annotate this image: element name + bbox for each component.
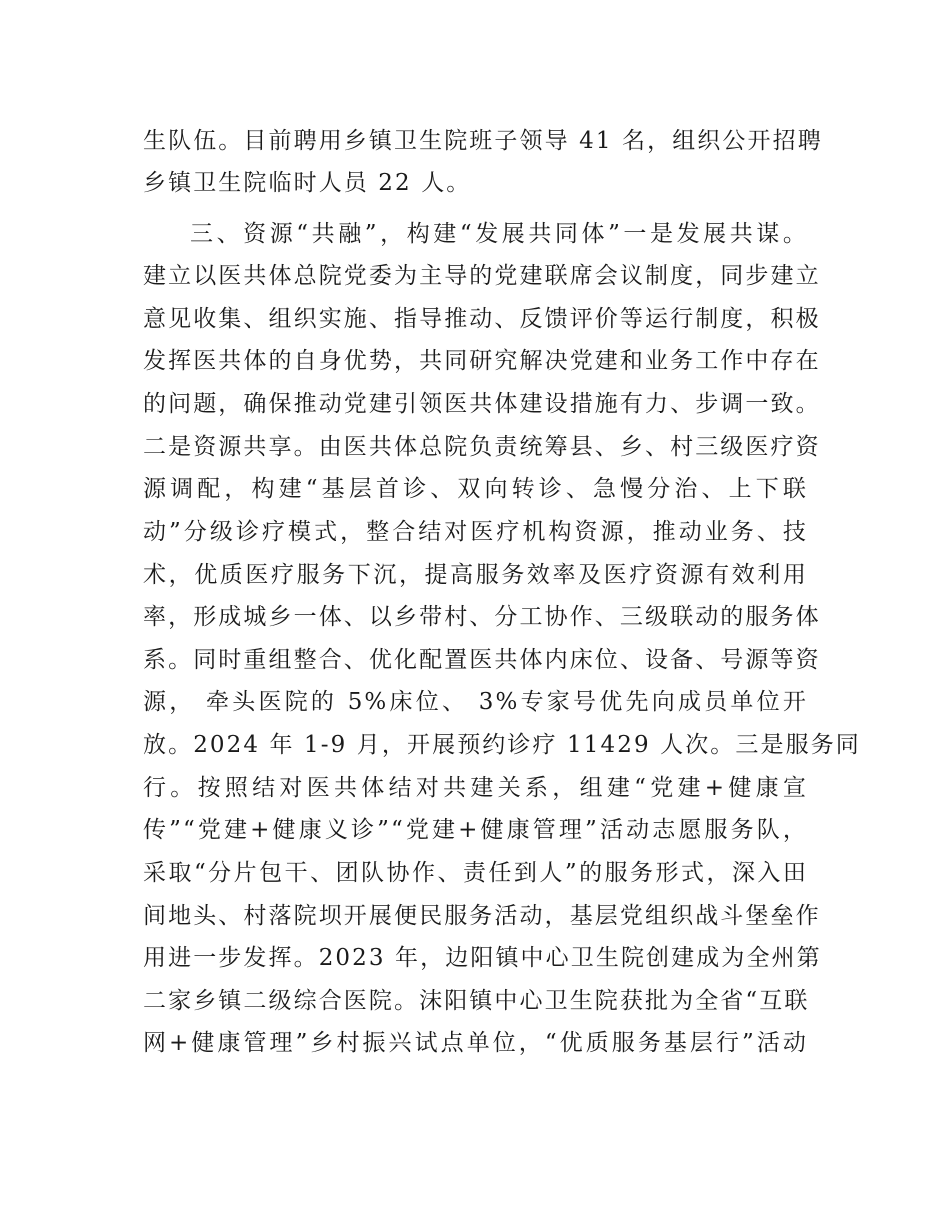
text-line: 建立以医共体总院党委为主导的党建联席会议制度，同步建立	[143, 263, 821, 289]
paragraph-first-line: 三、资源“共融”，构建“发展共同体”一是发展共谋。	[190, 221, 808, 247]
text-line: 用进一步发挥。2023 年，边阳镇中心卫生院创建成为全州第	[143, 945, 822, 971]
text-line: 发挥医共体的自身优势，共同研究解决党建和业务工作中存在	[143, 348, 821, 374]
text-line: 二是资源共享。由医共体总院负责统筹县、乡、村三级医疗资	[143, 434, 821, 460]
text-line: 的问题，确保推动党建引领医共体建设措施有力、步调一致。	[143, 391, 821, 417]
text-line: 传”“党建+健康义诊”“党建+健康管理”活动志愿服务队，	[143, 817, 808, 843]
text-line: 动”分级诊疗模式，整合结对医疗机构资源，推动业务、技	[143, 519, 808, 545]
text-line: 率，形成城乡一体、以乡带村、分工协作、三级联动的服务体	[143, 604, 821, 630]
text-line: 系。同时重组整合、优化配置医共体内床位、设备、号源等资	[143, 647, 821, 673]
text-line: 生队伍。目前聘用乡镇卫生院班子领导 41 名，组织公开招聘	[143, 128, 823, 154]
text-line: 术，优质医疗服务下沉，提高服务效率及医疗资源有效利用	[143, 562, 808, 588]
text-line: 采取“分片包干、团队协作、责任到人”的服务形式，深入田	[143, 860, 808, 886]
text-line: 源调配，构建“基层首诊、双向转诊、急慢分治、上下联	[143, 476, 808, 502]
text-line: 意见收集、组织实施、指导推动、反馈评价等运行制度，积极	[143, 306, 821, 332]
text-line: 行。按照结对医共体结对共建关系，组建“党建+健康宣	[143, 775, 808, 801]
text-line: 放。2024 年 1-9 月，开展预约诊疗 11429 人次。三是服务同	[143, 732, 861, 758]
text-line: 源， 牵头医院的 5%床位、 3%专家号优先向成员单位开	[143, 689, 808, 715]
text-line: 间地头、村落院坝开展便民服务活动，基层党组织战斗堡垒作	[143, 903, 821, 929]
text-line: 乡镇卫生院临时人员 22 人。	[143, 170, 472, 196]
text-line: 二家乡镇二级综合医院。沫阳镇中心卫生院获批为全省“互联	[143, 988, 810, 1014]
text-line: 网+健康管理”乡村振兴试点单位，“优质服务基层行”活动	[143, 1030, 808, 1056]
